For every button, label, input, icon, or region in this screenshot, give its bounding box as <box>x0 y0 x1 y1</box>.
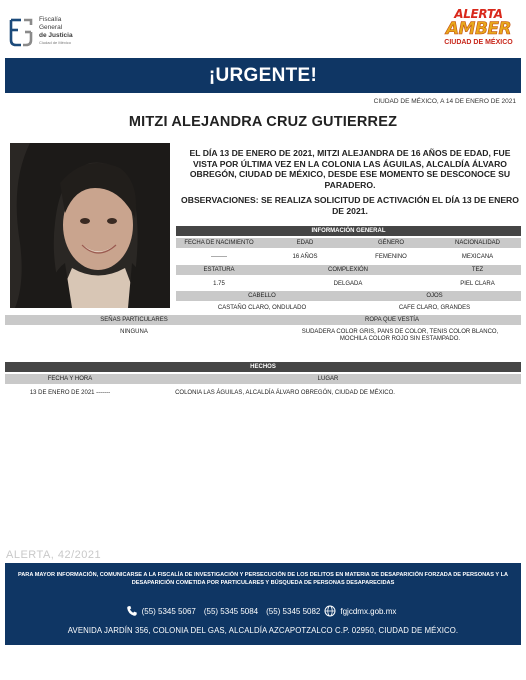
value-birthdate: -------- <box>211 254 227 260</box>
phone-3[interactable]: (55) 5345 5082 <box>266 606 321 616</box>
phone-icon <box>126 605 138 617</box>
header-nationality: NACIONALIDAD <box>454 240 500 246</box>
fgj-logo-text <box>39 14 73 46</box>
footer-info-text: PARA MAYOR INFORMACIÓN, COMUNICARSE A LA FISCALÍA DE INVESTIGACIÓN Y PERSECUCIÓN DE LOS DELITOS EN MATERIA DE DESAPARICIÓN FORZADA DE PERSONAS Y LA DESAPARICIÓN COMETIDA POR PARTICULARES Y BÚSQUEDA DE PERSONAS DESAPARECIDAS <box>17 572 509 586</box>
urgent-banner: ¡URGENTE! <box>5 58 521 93</box>
header-distinguishing-marks: SEÑAS PARTICULARES <box>100 317 168 323</box>
fgj-line2: General <box>39 24 63 31</box>
header-gender: GÉNERO <box>377 240 404 246</box>
issue-date: CIUDAD DE MÉXICO, A 14 DE ENERO DE 2021 <box>373 98 516 105</box>
header-logos <box>0 0 526 58</box>
phone-2[interactable]: (55) 5345 5084 <box>203 606 259 616</box>
missing-person-photo <box>10 143 170 308</box>
value-datetime: 13 DE ENERO DE 2021 ------- <box>29 390 111 396</box>
general-info-title: INFORMACIÓN GENERAL <box>176 226 521 236</box>
header-build: COMPLEXIÓN <box>327 267 368 273</box>
value-eyes: CAFE CLARO, GRANDES <box>398 305 471 311</box>
address: AVENIDA JARDÍN 356, COLONIA DEL GAS, ALCALDÍA AZCAPOTZALCO C.P. 02950, CIUDAD DE MÉXICO. <box>67 626 459 635</box>
fgj-line1: Fiscalía <box>39 16 62 23</box>
amber-line2: AMBER <box>445 19 512 39</box>
missing-description: EL DÍA 13 DE ENERO DE 2021, MITZI ALEJANDRA DE 16 AÑOS DE EDAD, FUE VISTA POR ÚLTIMA VEZ EN LA COLONIA LAS ÁGUILAS, ALCALDÍA ÁLVARO OBREGÓN, CIUDAD DE MÉXICO, DESDE ESE MOMENTO SE DESCONOCE SU PARADERO. <box>189 148 511 190</box>
website-link[interactable]: fgjcdmx.gob.mx <box>340 606 397 616</box>
header-datetime: FECHA Y HORA <box>47 376 93 382</box>
fgj-line4: Ciudad de México <box>39 40 72 45</box>
header-age: EDAD <box>296 240 314 246</box>
facts-title: HECHOS <box>5 362 521 372</box>
fgj-logo-icon <box>8 14 34 48</box>
value-age: 16 AÑOS <box>292 254 318 260</box>
header-place: LUGAR <box>317 376 339 382</box>
value-distinguishing-marks: NINGUNA <box>120 329 148 335</box>
value-build: DELGADA <box>333 281 363 287</box>
amber-line1: ALERTA <box>454 7 503 21</box>
header-height: ESTATURA <box>203 267 235 273</box>
alerta-amber-logo <box>441 8 516 56</box>
value-nationality: MEXICANA <box>461 254 494 260</box>
amber-line3: CIUDAD DE MÉXICO <box>444 39 513 46</box>
phone-1[interactable]: (55) 5345 5067 <box>141 606 196 616</box>
contact-row <box>5 605 521 617</box>
header-hair: CABELLO <box>248 293 276 299</box>
header-birthdate: FECHA DE NACIMIENTO <box>184 240 254 246</box>
globe-icon <box>324 605 336 617</box>
observations: OBSERVACIONES: SE REALIZA SOLICITUD DE ACTIVACIÓN EL DÍA 13 DE ENERO DE 2021. <box>181 195 519 216</box>
value-gender: FEMENINO <box>375 254 407 260</box>
value-height: 1.75 <box>213 281 225 287</box>
missing-person-name: MITZI ALEJANDRA CRUZ GUTIERREZ <box>128 114 398 130</box>
header-skin: TEZ <box>471 267 484 273</box>
value-skin: PIEL CLARA <box>460 281 495 287</box>
value-clothing: SUDADERA COLOR GRIS, PANS DE COLOR, TENIS COLOR BLANCO, MOCHILA COLOR ROJO SIN ESTAMPADO. <box>301 329 499 342</box>
header-clothing: ROPA QUE VESTÍA <box>365 317 419 323</box>
fgj-logo <box>8 14 83 54</box>
contact-footer <box>5 563 521 645</box>
value-place: COLONIA LAS ÁGUILAS, ALCALDÍA ÁLVARO OBREGÓN, CIUDAD DE MÉXICO. <box>175 390 395 396</box>
fgj-line3: de Justicia <box>39 32 73 39</box>
value-hair: CASTAÑO CLARO, ONDULADO <box>217 305 307 311</box>
alert-number: ALERTA, 42/2021 <box>6 549 102 561</box>
header-eyes: OJOS <box>426 293 443 299</box>
